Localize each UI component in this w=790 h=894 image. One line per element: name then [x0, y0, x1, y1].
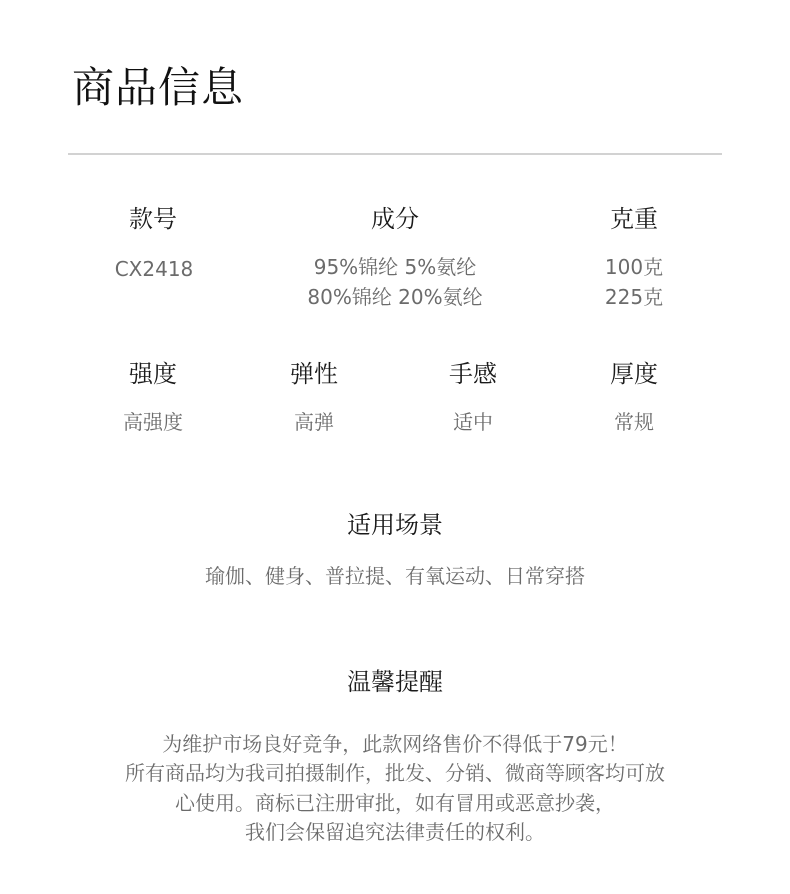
- spec-composition-values: [307, 252, 482, 312]
- spec-value: CX2418: [114, 257, 194, 281]
- spec-hand-feel: [449, 359, 497, 437]
- spec-label: 成分: [371, 205, 419, 233]
- spec-weight-values: [605, 252, 663, 312]
- scenarios-text: 瑜伽、健身、普拉提、有氧运动、日常穿搭: [205, 564, 585, 588]
- page-title: 商品信息: [72, 63, 245, 112]
- spec-label: 弹性: [290, 360, 338, 388]
- spec-label: 手感: [449, 360, 497, 388]
- spec-value: 95%锦纶 5%氨纶: [313, 255, 477, 279]
- spec-label: 款号: [129, 205, 177, 233]
- spec-elasticity: [290, 359, 338, 437]
- spec-value: 常规: [614, 410, 654, 434]
- notice-heading: 温馨提醒: [347, 668, 443, 696]
- spec-value: 225克: [604, 285, 664, 309]
- spec-style-number: [129, 204, 177, 234]
- notice-line: 所有商品均为我司拍摄制作，批发、分销、微商等顾客均可放: [125, 761, 665, 785]
- spec-label: 克重: [610, 205, 658, 233]
- spec-label: 强度: [129, 360, 177, 388]
- scenarios-heading: 适用场景: [347, 511, 443, 539]
- title-divider: [68, 153, 722, 155]
- spec-value: 适中: [453, 410, 493, 434]
- spec-style-number-value: [115, 254, 194, 284]
- notice-line: 心使用。商标已注册审批，如有冒用或恶意抄袭，: [175, 791, 615, 815]
- spec-strength: [123, 359, 183, 437]
- spec-label: 厚度: [610, 360, 658, 388]
- spec-composition: [371, 204, 419, 234]
- notice-line: 我们会保留追究法律责任的权利。: [245, 820, 545, 844]
- spec-value: 100克: [604, 255, 664, 279]
- spec-thickness: [610, 359, 658, 437]
- spec-value: 高强度: [123, 410, 183, 434]
- spec-weight: [610, 204, 658, 234]
- spec-value: 高弹: [294, 410, 334, 434]
- notice-line: 为维护市场良好竞争，此款网络售价不得低于79元！: [162, 732, 628, 756]
- spec-value: 80%锦纶 20%氨纶: [307, 285, 483, 309]
